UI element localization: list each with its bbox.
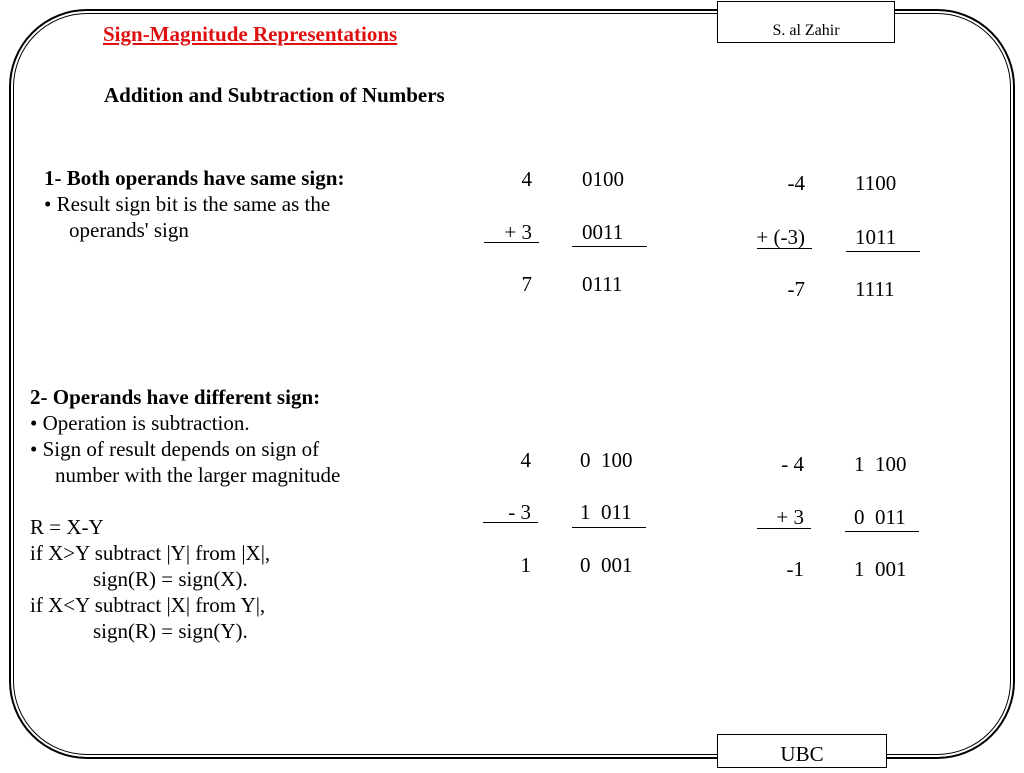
- s1e1-decimal-operand2: + 3: [504, 220, 532, 244]
- s2e1-decimal-operand1: 4: [520, 448, 531, 472]
- s1e2-binary-operand1: 1100: [855, 171, 897, 195]
- s2e2-binary-result: 1 001: [854, 557, 907, 581]
- section2-rule2-line2: sign(R) = sign(Y).: [93, 619, 248, 643]
- section2-rule1-line1: if X>Y subtract |Y| from |X|,: [30, 541, 271, 565]
- s2e1-binary-diff-line: [572, 527, 646, 528]
- s2e1-decimal-operand2: - 3: [508, 500, 531, 524]
- s2e2-binary-operand1: 1 100: [854, 452, 907, 476]
- s2e1-binary-result: 0 001: [580, 553, 633, 577]
- s1e1-binary-operand1: 0100: [582, 167, 624, 191]
- s1e2-decimal-operand1: -4: [787, 171, 805, 195]
- organization-label: UBC: [780, 742, 824, 766]
- s1e2-decimal-operand2: + (-3): [756, 225, 805, 249]
- section1-heading: 1- Both operands have same sign:: [44, 166, 345, 190]
- section2-rule2-line1: if X<Y subtract |X| from Y|,: [30, 593, 266, 617]
- s1e2-binary-operand2: 1011: [855, 225, 897, 249]
- s1e1-binary-result: 0111: [582, 272, 623, 296]
- s1e1-decimal-operand1: 4: [521, 167, 532, 191]
- s1e1-binary-sum-line: [572, 246, 647, 247]
- organization-box: [717, 734, 887, 768]
- section2-heading: 2- Operands have different sign:: [30, 385, 321, 409]
- section1-bullet-line2: operands' sign: [69, 218, 189, 242]
- s1e1-binary-operand2: 0011: [582, 220, 624, 244]
- s2e2-binary-diff-line: [845, 531, 919, 532]
- section1-bullet-line1: • Result sign bit is the same as the: [44, 192, 331, 216]
- section2-bullet2-line2: number with the larger magnitude: [55, 463, 341, 487]
- author-label: S. al Zahir: [772, 22, 840, 39]
- section2-bullet1: • Operation is subtraction.: [30, 411, 250, 435]
- s2e2-decimal-operand1: - 4: [781, 452, 804, 476]
- s2e2-decimal-diff-line: [757, 528, 811, 529]
- slide-title: Sign-Magnitude Representations: [103, 22, 398, 46]
- author-box: [717, 1, 895, 43]
- s2e2-decimal-operand2: + 3: [776, 505, 804, 529]
- slide-subtitle: Addition and Subtraction of Numbers: [104, 83, 445, 107]
- s2e1-decimal-result: 1: [520, 553, 531, 577]
- s1e1-decimal-sum-line: [484, 242, 539, 243]
- s1e2-decimal-result: -7: [787, 277, 805, 301]
- s2e1-binary-operand2: 1 011: [580, 500, 632, 524]
- s1e2-binary-result: 1111: [855, 277, 895, 301]
- section2-rule1-line2: sign(R) = sign(X).: [93, 567, 248, 591]
- s1e2-binary-sum-line: [846, 251, 920, 252]
- s2e1-binary-operand1: 0 100: [580, 448, 633, 472]
- s1e1-decimal-result: 7: [521, 272, 532, 296]
- s2e2-binary-operand2: 0 011: [854, 505, 906, 529]
- s2e2-decimal-result: -1: [786, 557, 804, 581]
- s2e1-decimal-diff-line: [483, 522, 538, 523]
- section2-formula: R = X-Y: [30, 515, 104, 539]
- section2-bullet2-line1: • Sign of result depends on sign of: [30, 437, 320, 461]
- s1e2-decimal-sum-line: [757, 248, 812, 249]
